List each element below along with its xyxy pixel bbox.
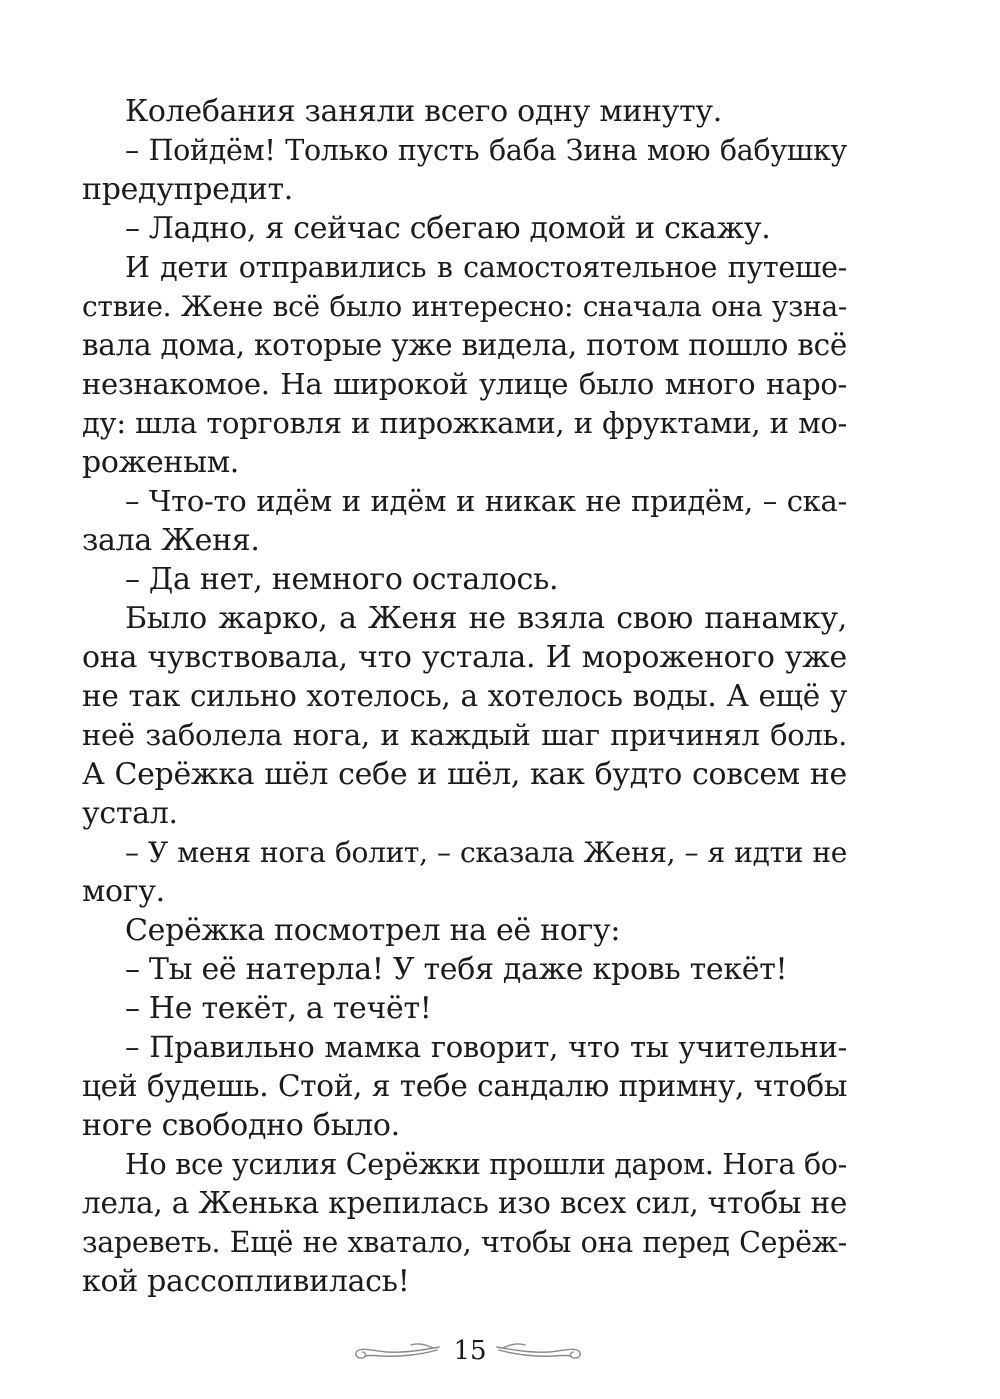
- flourish-icon: [353, 1338, 441, 1364]
- text-line: цей будешь. Стой, я тебе сандалю примну, чтобы: [82, 1069, 847, 1103]
- text-line: – У меня нога болит, – сказала Женя, – я идти не: [125, 836, 847, 869]
- text-line: А Серёжка шёл себе и шёл, как будто совсем не: [82, 757, 847, 792]
- text-line: – Ладно, я сейчас сбегаю домой и скажу.: [125, 211, 771, 246]
- text-line: предупредит.: [82, 172, 294, 207]
- text-line: – Не текёт, а течёт!: [125, 991, 432, 1026]
- text-line: кой рассопливилась!: [82, 1264, 410, 1299]
- text-line: она чувствовала, что устала. И мороженого уже: [82, 640, 847, 675]
- text-line: Было жарко, а Женя не взяла свою панамку,: [125, 601, 847, 636]
- page-footer: [0, 1332, 1000, 1372]
- text-line: ду: шла торговля и пирожками, и фруктами, и мо-: [82, 406, 847, 440]
- text-line: лела, а Женька крепилась изо всех сил, чтобы не: [82, 1186, 847, 1220]
- text-line: устал.: [82, 796, 178, 831]
- text-line: не так сильно хотелось, а хотелось воды. А ещё у: [82, 679, 847, 713]
- text-line: Но все усилия Серёжки прошли даром. Нога бо-: [125, 1148, 847, 1181]
- text-line: незнакомое. На широкой улице было много наро-: [82, 367, 847, 401]
- text-line: Колебания заняли всего одну минуту.: [125, 94, 722, 129]
- text-line: могу.: [82, 874, 165, 909]
- page-number: 15: [453, 1336, 487, 1366]
- text-line: вала дома, которые уже видела, потом пошло всё: [82, 328, 847, 362]
- text-line: ноге свободно было.: [82, 1108, 400, 1143]
- text-line: – Да нет, немного осталось.: [125, 562, 559, 597]
- flourish-icon: [495, 1338, 583, 1364]
- text-line: – Что-то идём и идём и никак не придём, – ска-: [125, 484, 847, 518]
- body-text: [82, 92, 847, 1301]
- text-line: зареветь. Ещё не хватало, чтобы она перед Серёж-: [82, 1226, 847, 1259]
- text-line: – Пойдём! Только пусть баба Зина мою бабушку: [125, 134, 847, 167]
- text-line: роженым.: [82, 445, 239, 480]
- text-line: ствие. Жене всё было интересно: сначала она узна-: [82, 290, 847, 323]
- text-line: зала Женя.: [82, 523, 260, 558]
- text-line: Серёжка посмотрел на её ногу:: [125, 913, 621, 948]
- text-line: И дети отправились в самостоятельное путеше-: [125, 251, 847, 284]
- text-line: неё заболела нога, и каждый шаг причинял боль.: [82, 718, 847, 752]
- text-line: – Ты её натерла! У тебя даже кровь текёт!: [125, 952, 788, 987]
- text-line: – Правильно мамка говорит, что ты учительни-: [125, 1030, 847, 1064]
